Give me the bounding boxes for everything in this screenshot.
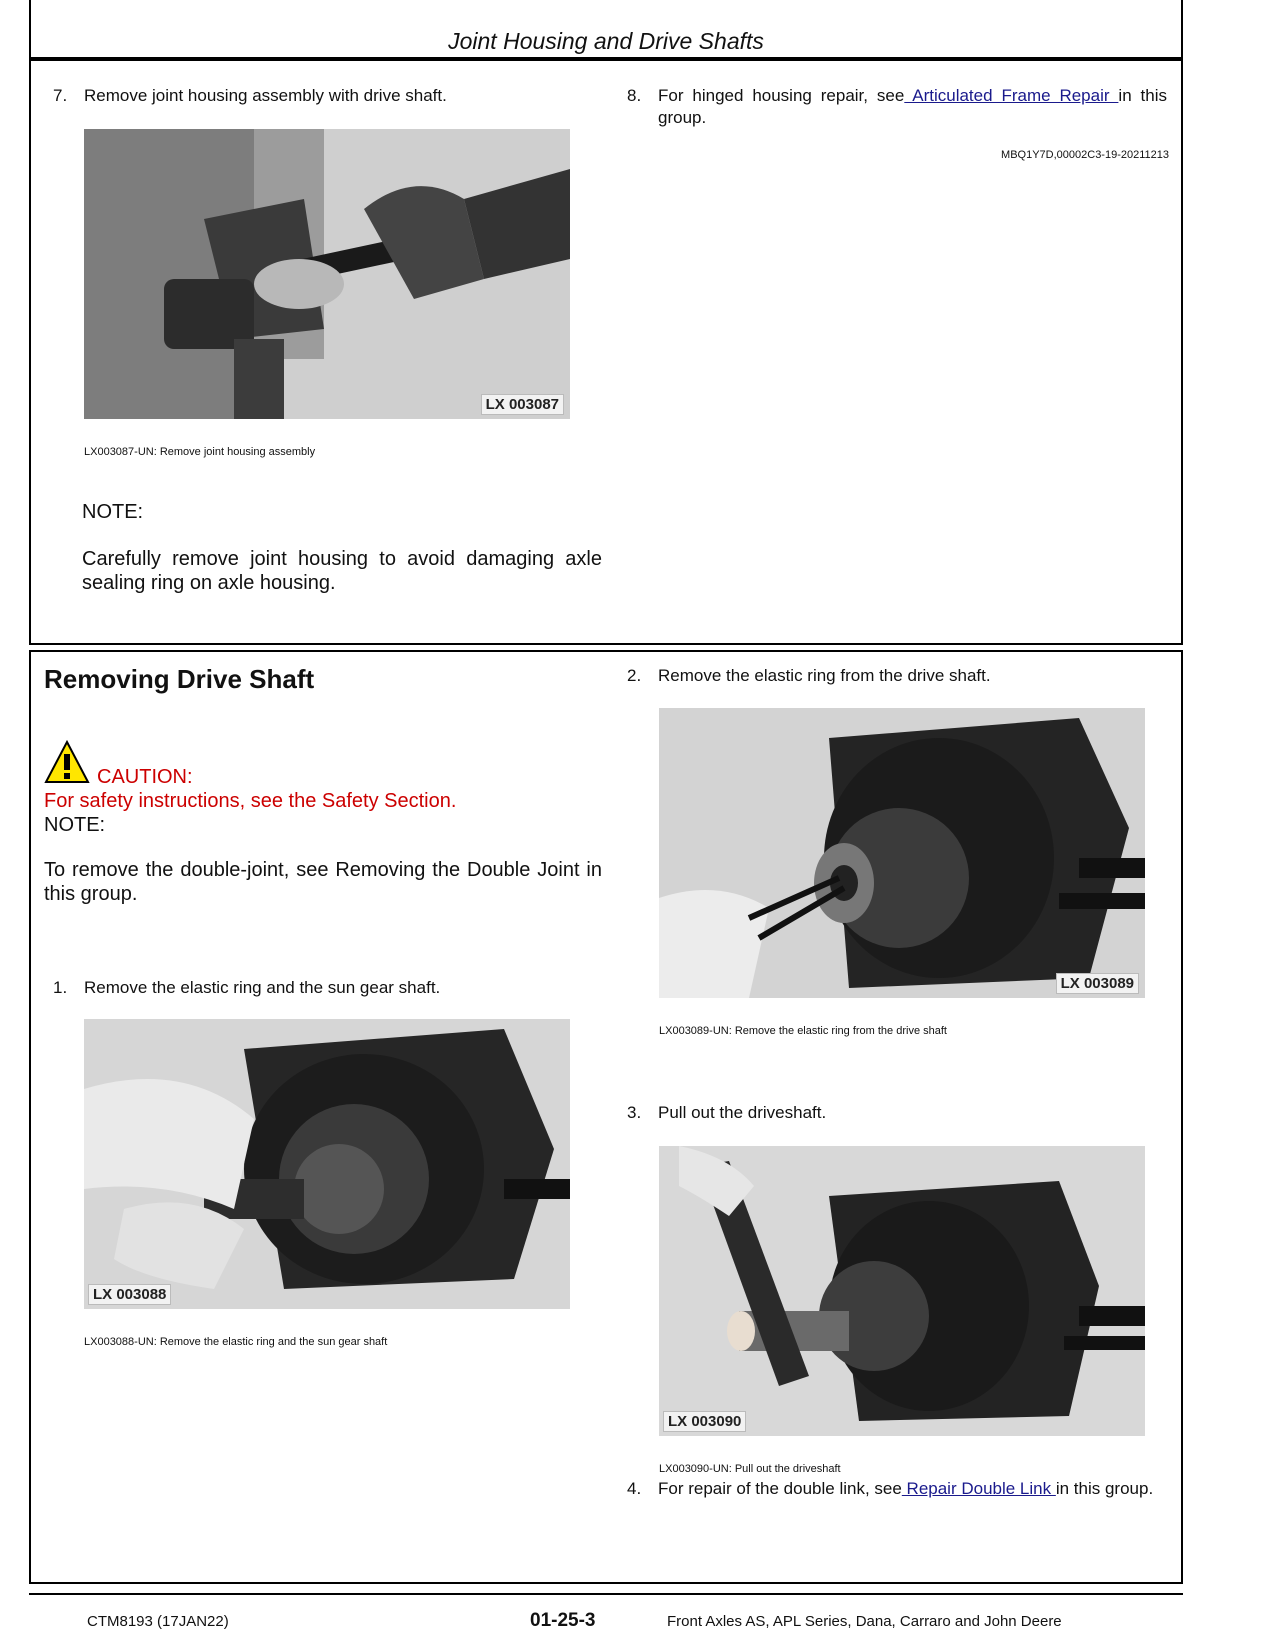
photo-caption: LX003087-UN: Remove joint housing assembly <box>84 446 316 458</box>
step-number: 1. <box>53 978 68 997</box>
page-header <box>29 0 1183 59</box>
step-text: Remove joint housing assembly with drive shaft. <box>84 86 447 105</box>
step-number: 8. <box>627 86 642 105</box>
photo-illustration <box>659 708 1145 998</box>
articulated-frame-repair-link[interactable]: Articulated Frame Repair <box>904 86 1119 105</box>
caution-label: CAUTION: <box>97 766 193 788</box>
photo-label: LX 003089 <box>1056 973 1139 994</box>
section-title: Removing Drive Shaft <box>44 664 315 694</box>
step-text-before: For repair of the double link, see <box>658 1479 902 1498</box>
photo-illustration <box>659 1146 1145 1436</box>
step-text <box>658 85 1167 129</box>
photo-remove-joint-housing <box>84 129 570 419</box>
step-8 <box>627 85 1167 133</box>
footer-rule <box>29 1593 1183 1595</box>
page-title: Joint Housing and Drive Shafts <box>448 28 764 54</box>
photo-pull-out-driveshaft <box>659 1146 1145 1436</box>
photo-label: LX 003088 <box>88 1284 171 1305</box>
step-text: Pull out the driveshaft. <box>658 1103 827 1122</box>
note-heading: NOTE: <box>82 501 144 523</box>
photo-caption: LX003088-UN: Remove the elastic ring and the sun gear shaft <box>84 1336 388 1348</box>
note-heading: NOTE: <box>44 814 106 836</box>
step-4 <box>627 1478 1167 1526</box>
note-text: Carefully remove joint housing to avoid damaging axle sealing ring on axle housing. <box>82 548 602 594</box>
step-7 <box>53 85 593 109</box>
step-text <box>658 1478 1167 1500</box>
photo-illustration <box>84 1019 570 1309</box>
photo-caption: LX003089-UN: Remove the elastic ring from the drive shaft <box>659 1025 947 1037</box>
photo-remove-sun-gear-shaft <box>84 1019 570 1309</box>
step-number: 7. <box>53 86 68 105</box>
step-text: Remove the elastic ring and the sun gear shaft. <box>84 978 441 997</box>
photo-illustration <box>84 129 570 419</box>
note-text: To remove the double-joint, see Removing the Double Joint in this group. <box>44 859 602 905</box>
section-joint-housing <box>29 59 1183 645</box>
footer-page-number: 01-25-3 <box>530 1610 596 1631</box>
step-text-after: in this group. <box>1055 1479 1154 1498</box>
photo-label: LX 003090 <box>663 1411 746 1432</box>
step-1 <box>53 977 593 1001</box>
footer-manual-title: Front Axles AS, APL Series, Dana, Carraro and John Deere <box>667 1613 1062 1630</box>
footer-doc-code: CTM8193 (17JAN22) <box>87 1613 229 1630</box>
step-number: 2. <box>627 666 642 685</box>
photo-caption: LX003090-UN: Pull out the driveshaft <box>659 1463 841 1475</box>
step-text-after: in this group. <box>658 86 1167 127</box>
reference-code: MBQ1Y7D,00002C3-19-20211213 <box>1001 149 1169 161</box>
photo-label: LX 003087 <box>481 394 564 415</box>
caution-text: For safety instructions, see the Safety Section. <box>44 790 457 812</box>
step-number: 4. <box>627 1479 642 1498</box>
step-2 <box>627 665 1167 689</box>
caution-icon <box>44 740 90 784</box>
step-text-before: For hinged housing repair, see <box>658 86 905 105</box>
repair-double-link-link[interactable]: Repair Double Link <box>901 1479 1056 1498</box>
section-removing-drive-shaft <box>29 650 1183 1584</box>
step-3 <box>627 1102 1167 1126</box>
photo-remove-elastic-ring <box>659 708 1145 998</box>
step-number: 3. <box>627 1103 642 1122</box>
step-text: Remove the elastic ring from the drive shaft. <box>658 666 991 685</box>
